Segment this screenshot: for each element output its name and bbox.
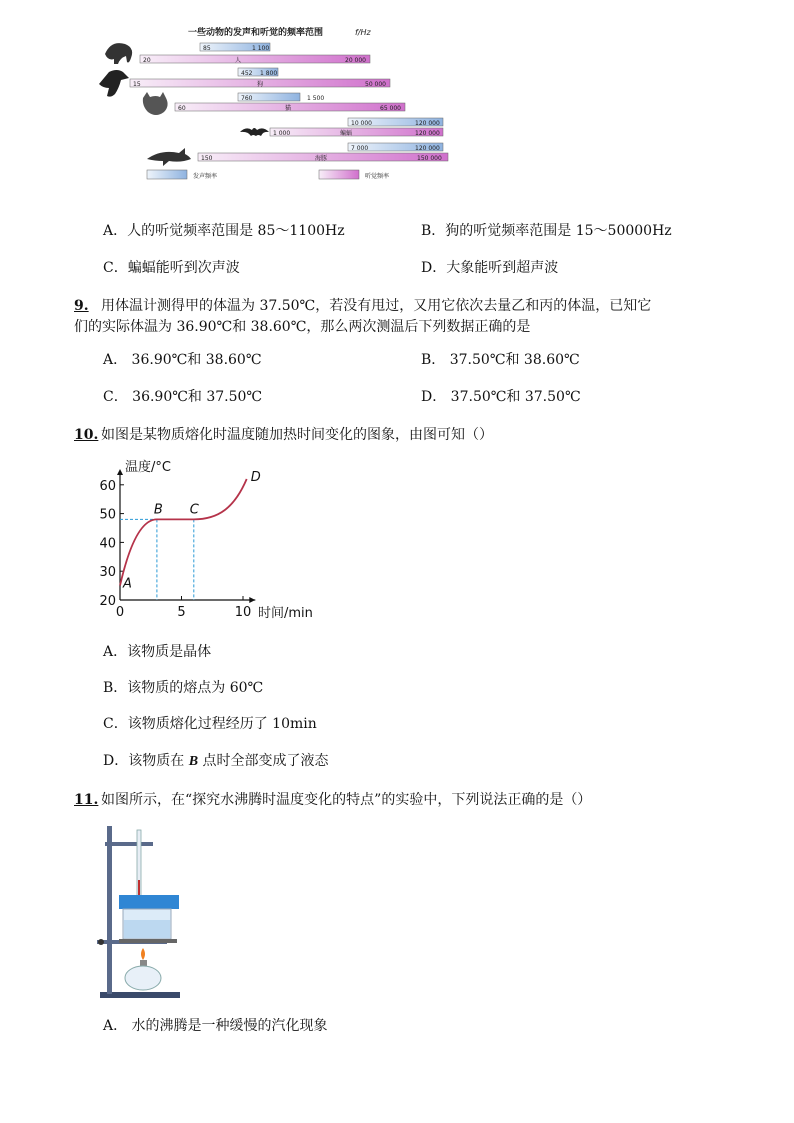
chart-y-arrow bbox=[117, 469, 123, 475]
q9-option-a[interactable]: A． 36.90℃和 38.60℃ bbox=[103, 352, 262, 368]
chart-point-label-a: A bbox=[123, 576, 132, 592]
human-emit-min: 85 bbox=[203, 45, 211, 52]
legend-hear-swatch bbox=[319, 170, 359, 179]
beaker-lid-icon bbox=[119, 895, 179, 909]
cat-icon bbox=[143, 92, 168, 115]
chart-y-tick-label: 20 bbox=[99, 594, 116, 609]
human-hear-max: 20 000 bbox=[345, 57, 366, 64]
bat-hear-max: 120 000 bbox=[415, 130, 440, 137]
chart-point-label-b: B bbox=[153, 502, 163, 518]
beaker-icon bbox=[123, 909, 171, 939]
chart-y-tick-label: 60 bbox=[99, 478, 116, 494]
frequency-figure-title: 一些动物的发声和听觉的频率范围 bbox=[188, 28, 324, 38]
chart-x-tick-label: 0 bbox=[115, 605, 125, 620]
chart-x-label: 时间/min bbox=[258, 606, 313, 621]
q10-option-d-suffix: 点时全部变成了液态 bbox=[202, 753, 329, 769]
dolphin-hear-max: 150 000 bbox=[417, 155, 442, 162]
q9-option-d[interactable]: D． 37.50℃和 37.50℃ bbox=[421, 389, 581, 405]
dog-emit-min: 452 bbox=[241, 70, 253, 77]
dog-name: 狗 bbox=[257, 81, 264, 88]
cat-emit-min: 760 bbox=[241, 95, 253, 102]
q9-option-b[interactable]: B． 37.50℃和 38.60℃ bbox=[421, 352, 580, 368]
bat-emit-max: 120 000 bbox=[415, 120, 440, 127]
legend-emit-label: 发声频率 bbox=[193, 173, 218, 180]
alcohol-lamp-icon bbox=[125, 948, 161, 990]
q10-option-a[interactable]: A．该物质是晶体 bbox=[103, 644, 212, 660]
chart-x-tick-label: 10 bbox=[234, 605, 252, 620]
cat-hear-max: 65 000 bbox=[380, 105, 401, 112]
cat-hear-min: 60 bbox=[178, 105, 186, 112]
human-hear-bar bbox=[140, 55, 370, 63]
chart-x-tick-label: 5 bbox=[177, 605, 186, 620]
bat-icon bbox=[240, 128, 269, 136]
dog-hear-min: 15 bbox=[133, 81, 141, 88]
q10-option-d[interactable] bbox=[103, 751, 328, 772]
wire-gauze-icon bbox=[119, 939, 177, 943]
q11-number: 11. bbox=[74, 792, 99, 808]
dog-hear-max: 50 000 bbox=[365, 81, 386, 88]
q10-option-d-point: B bbox=[188, 754, 199, 769]
human-hear-min: 20 bbox=[143, 57, 151, 64]
chart-series-line bbox=[120, 479, 247, 586]
bat-emit-min: 10 000 bbox=[351, 120, 372, 127]
q10-stem: 如图是某物质熔化时温度随加热时间变化的图象，由图可知（） bbox=[101, 427, 493, 443]
chart-y-label: 温度/°C bbox=[125, 460, 171, 475]
dolphin-hear-min: 150 bbox=[201, 155, 213, 162]
frequency-figure-unit: f/Hz bbox=[355, 28, 371, 37]
q9-option-c[interactable]: C． 36.90℃和 37.50℃ bbox=[103, 389, 263, 405]
melting-curve-chart bbox=[95, 455, 325, 625]
dolphin-name: 海豚 bbox=[315, 155, 328, 162]
q9-stem-line1: 用体温计测得甲的体温为 37.50℃，若没有甩过，又用它依次去量乙和丙的体温，已知它 bbox=[101, 298, 652, 314]
dolphin-emit-max: 120 000 bbox=[415, 145, 440, 152]
q10-option-d-prefix: D．该物质在 bbox=[103, 753, 185, 769]
q10-option-c[interactable]: C．该物质熔化过程经历了 10min bbox=[103, 716, 317, 732]
chart-point-label-c: C bbox=[189, 502, 199, 518]
q11-stem: 如图所示，在“探究水沸腾时温度变化的特点”的实验中，下列说法正确的是（） bbox=[101, 792, 592, 808]
legend-emit-swatch bbox=[147, 170, 187, 179]
q8-option-a[interactable]: A．人的听觉频率范围是 85～1100Hz bbox=[103, 223, 345, 239]
dog-icon bbox=[99, 70, 129, 97]
q8-option-c[interactable]: C．蝙蝠能听到次声波 bbox=[103, 260, 240, 276]
cat-emit-max: 1 500 bbox=[307, 95, 325, 102]
chart-y-tick-label: 30 bbox=[99, 565, 116, 581]
q8-option-b[interactable]: B．狗的听觉频率范围是 15～50000Hz bbox=[421, 223, 672, 239]
q10-number: 10. bbox=[74, 427, 99, 443]
chart-point-label-d: D bbox=[250, 470, 261, 486]
human-name: 人 bbox=[235, 57, 242, 64]
frequency-range-figure bbox=[95, 22, 455, 187]
chart-y-tick-label: 50 bbox=[99, 507, 116, 523]
human-emit-max: 1 100 bbox=[252, 45, 270, 52]
cat-name: 猫 bbox=[285, 105, 292, 112]
dolphin-emit-min: 7 000 bbox=[351, 145, 369, 152]
q11-option-a[interactable]: A． 水的沸腾是一种缓慢的汽化现象 bbox=[103, 1018, 328, 1034]
elephant-icon bbox=[105, 43, 132, 64]
dolphin-icon bbox=[147, 148, 191, 166]
bat-hear-min: 1 000 bbox=[273, 130, 291, 137]
q10-option-b[interactable]: B．该物质的熔点为 60℃ bbox=[103, 680, 264, 696]
q9-number: 9. bbox=[74, 298, 89, 314]
q9-stem-line2: 们的实际体温为 36.90℃和 38.60℃，那么两次测温后下列数据正确的是 bbox=[74, 319, 531, 335]
boiling-apparatus-figure bbox=[95, 820, 195, 1000]
bat-name: 蝙蝠 bbox=[340, 130, 353, 137]
chart-x-arrow bbox=[249, 597, 255, 603]
legend-hear-label: 听觉频率 bbox=[365, 173, 390, 180]
dog-emit-max: 1 800 bbox=[260, 70, 278, 77]
chart-y-tick-label: 40 bbox=[99, 536, 116, 552]
q8-option-d[interactable]: D．大象能听到超声波 bbox=[421, 260, 559, 276]
